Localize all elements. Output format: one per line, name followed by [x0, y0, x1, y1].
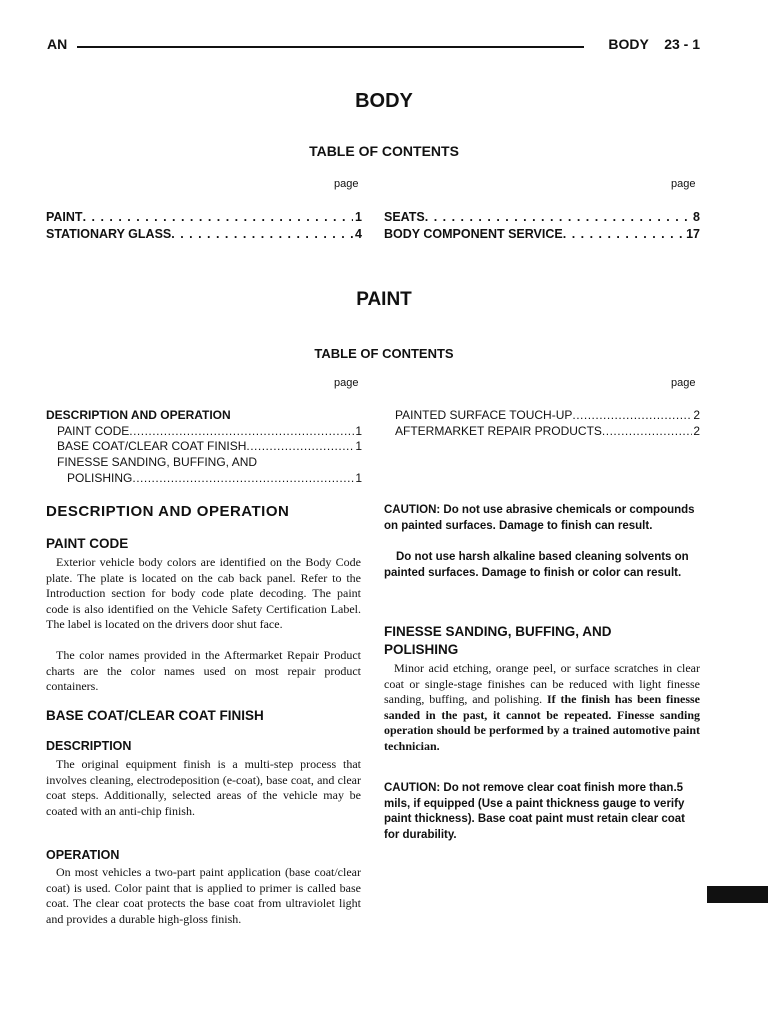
- toc-page-label-right: page: [671, 178, 696, 190]
- paint-toc-aftermarket[interactable]: [395, 423, 700, 439]
- toc-entry-label: PAINT: [46, 210, 83, 224]
- toc-leader-dots: [129, 423, 354, 439]
- page-title: BODY: [355, 90, 413, 112]
- toc-leader-dots: [425, 209, 691, 226]
- section-tab-marker: [707, 886, 768, 903]
- paint-toc-base-coat[interactable]: [57, 438, 362, 454]
- toc-entry-label: PAINT CODE: [57, 424, 130, 438]
- heading-finesse: [384, 623, 612, 659]
- header-page-number: 23 - 1: [664, 36, 700, 52]
- toc-heading: TABLE OF CONTENTS: [309, 143, 459, 159]
- toc-entry-page: 1: [355, 471, 362, 485]
- paint-toc-finesse[interactable]: [67, 470, 362, 486]
- toc-entry-label: BODY COMPONENT SERVICE: [384, 227, 563, 241]
- header-model-code: AN: [47, 36, 68, 52]
- paint-toc-finesse-line1[interactable]: FINESSE SANDING, BUFFING, AND: [57, 455, 258, 469]
- toc-entry-page: 17: [686, 227, 700, 241]
- finesse-text: Minor acid etching, orange peel, or surface scratches in clear coat or single-stage finishes can be reduced with light finesse sanding, buffing, and polishing.: [384, 661, 700, 707]
- paint-code-paragraph-1: Exterior vehicle body colors are identified on the Body Code plate. The plate is located on the cab back panel. Refer to the Introduction section for body code plate decoding. The paint code is also identified on the Vehicle Safety Certification Label. The label is located on the drivers door shut face.: [46, 555, 361, 632]
- toc-leader-dots: [171, 226, 353, 243]
- paint-toc-page-label-left: page: [334, 377, 359, 389]
- toc-leader-dots: [83, 209, 353, 226]
- paint-code-paragraph-2: The color names provided in the Aftermarket Repair Product charts are the color names used on most repair product containers.: [46, 648, 361, 694]
- caution-clear-coat: CAUTION: Do not remove clear coat finish more than.5 mils, if equipped (Use a paint thickness gauge to verify paint thickness). Base coat paint must retain clear coat for durability.: [384, 782, 686, 841]
- paint-toc-paint-code[interactable]: [57, 423, 362, 439]
- toc-entry-paint[interactable]: [46, 209, 362, 226]
- toc-leader-dots: [602, 423, 692, 439]
- heading-base-coat: BASE COAT/CLEAR COAT FINISH: [46, 708, 264, 723]
- paint-toc-heading: TABLE OF CONTENTS: [314, 346, 454, 361]
- toc-page-label-left: page: [334, 178, 359, 190]
- toc-entry-label: SEATS: [384, 210, 425, 224]
- page-header: [47, 36, 700, 56]
- toc-entry-stationary-glass[interactable]: [46, 226, 362, 243]
- heading-finesse-line1: FINESSE SANDING, BUFFING, AND: [384, 624, 612, 639]
- toc-entry-page: 1: [355, 210, 362, 224]
- toc-entry-label: STATIONARY GLASS: [46, 227, 172, 241]
- finesse-bold-text: If the finish has been finesse sanded in the past, it cannot be repeated. Finesse sanding operation should be performed by a trained automotive paint technician.: [384, 692, 700, 753]
- toc-entry-page: 1: [355, 424, 362, 438]
- paint-toc-page-label-right: page: [671, 377, 696, 389]
- base-coat-operation-paragraph: On most vehicles a two-part paint application (base coat/clear coat) is used. Color paint that is applied to primer is called base coat. The clear coat protects the base coat from ultraviolet light and provides a durable high-gloss finish.: [46, 865, 361, 926]
- heading-paint-code: PAINT CODE: [46, 536, 129, 551]
- toc-entry-page: 1: [355, 439, 362, 453]
- toc-leader-dots: [572, 407, 692, 423]
- toc-entry-page: 8: [693, 210, 700, 224]
- toc-entry-page: 4: [355, 227, 362, 241]
- finesse-paragraph: [384, 661, 700, 755]
- toc-entry-seats[interactable]: [384, 209, 700, 226]
- toc-entry-label: POLISHING: [67, 471, 133, 485]
- toc-entry-page: 2: [693, 408, 700, 422]
- toc-entry-label: BASE COAT/CLEAR COAT FINISH: [57, 439, 247, 453]
- base-coat-description-paragraph: The original equipment finish is a multi-step process that involves cleaning, electrodeposition (e-coat), base coat, and clear coat steps. Additionally, selected areas of the vehicle may be coated with an anti-chip finish.: [46, 757, 361, 818]
- paint-title: PAINT: [356, 289, 412, 310]
- toc-leader-dots: [246, 438, 354, 454]
- header-section-page: [608, 36, 700, 52]
- caution-alkaline: Do not use harsh alkaline based cleaning solvents on painted surfaces. Damage to finish or color can result.: [384, 551, 689, 579]
- section-heading-description-operation: DESCRIPTION AND OPERATION: [46, 503, 290, 520]
- header-section: BODY: [608, 36, 649, 52]
- toc-leader-dots: [132, 470, 354, 486]
- heading-finesse-line2: POLISHING: [384, 642, 459, 657]
- toc-entry-label: AFTERMARKET REPAIR PRODUCTS: [395, 424, 602, 438]
- toc-entry-label: PAINTED SURFACE TOUCH-UP: [395, 408, 573, 422]
- toc-leader-dots: [563, 226, 684, 243]
- heading-operation: OPERATION: [46, 848, 120, 862]
- toc-entry-page: 2: [693, 424, 700, 438]
- paint-toc-group: DESCRIPTION AND OPERATION: [46, 408, 231, 422]
- heading-description: DESCRIPTION: [46, 739, 132, 753]
- paint-toc-touch-up[interactable]: [395, 407, 700, 423]
- caution-abrasive: CAUTION: Do not use abrasive chemicals or compounds on painted surfaces. Damage to finish can result.: [384, 504, 695, 532]
- header-rule: [77, 46, 584, 48]
- toc-entry-body-component-service[interactable]: [384, 226, 700, 243]
